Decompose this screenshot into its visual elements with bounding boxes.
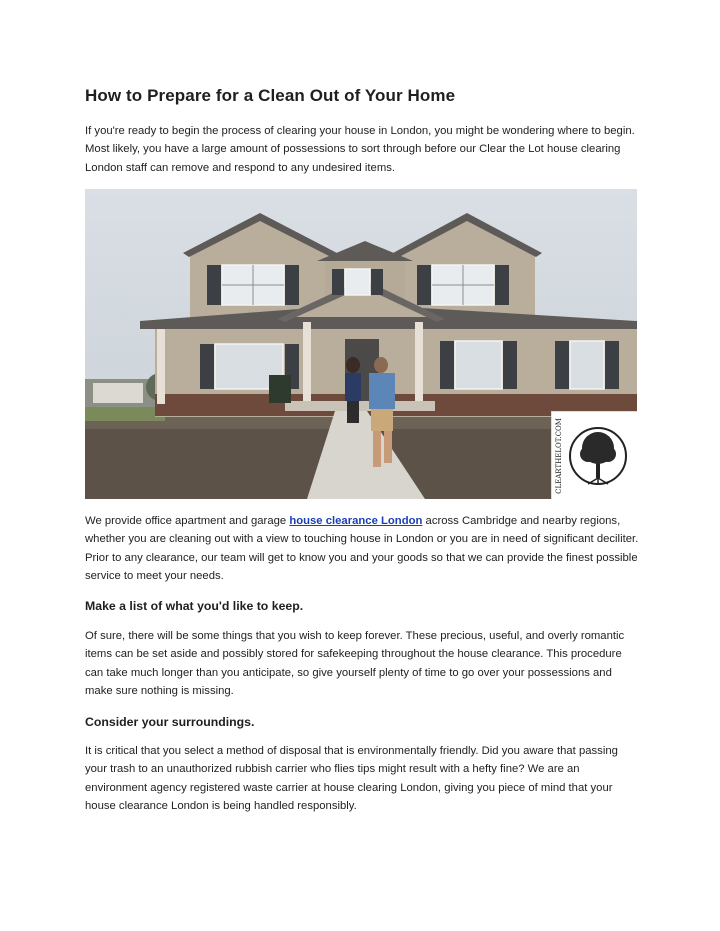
services-text-end: across Cambridge and nearby regions, whether you are cleaning out with a view to touching house in London or you are in need of significant deciliter. Prior to any clearance, our team will get to know you and your goods so that we can provide the finest possible service to meet your needs.	[85, 515, 639, 583]
services-paragraph	[85, 512, 640, 586]
tree-logo-icon	[552, 412, 637, 499]
logo-text: CLEARTHELOT.COM	[555, 418, 563, 494]
clearthelot-logo	[551, 411, 637, 499]
house-clearance-london-link[interactable]: house clearance London	[289, 515, 423, 527]
page-title: How to Prepare for a Clean Out of Your Home	[85, 86, 456, 105]
section-heading-surroundings: Consider your surroundings.	[85, 715, 255, 729]
section-heading-keep: Make a list of what you'd like to keep.	[85, 599, 304, 613]
house-photo	[85, 189, 637, 499]
intro-paragraph: If you're ready to begin the process of clearing your house in London, you might be wondering where to begin. Most likely, you have a large amount of possessions to sort through before our Clear the Lot house clearing London staff can remove and respond to any undesired items.	[85, 125, 635, 174]
surroundings-paragraph: It is critical that you select a method of disposal that is environmentally friendly. Did you aware that passing your trash to an unauthorized rubbish carrier who flies tips might result with a hefty fine? We are an environment agency registered waste carrier at house clearing London, giving you piece of mind that your house clearance London is being handled responsibly.	[85, 745, 618, 813]
services-text-start: We provide office apartment and garage	[85, 515, 290, 527]
keep-paragraph: Of sure, there will be some things that you wish to keep forever. These precious, useful, and overly romantic items can be set aside and possibly stored for safekeeping throughout the house clearance. This procedure can take much longer than you anticipate, so give yourself plenty of time to go over your possessions and make sure nothing is missing.	[85, 630, 625, 698]
